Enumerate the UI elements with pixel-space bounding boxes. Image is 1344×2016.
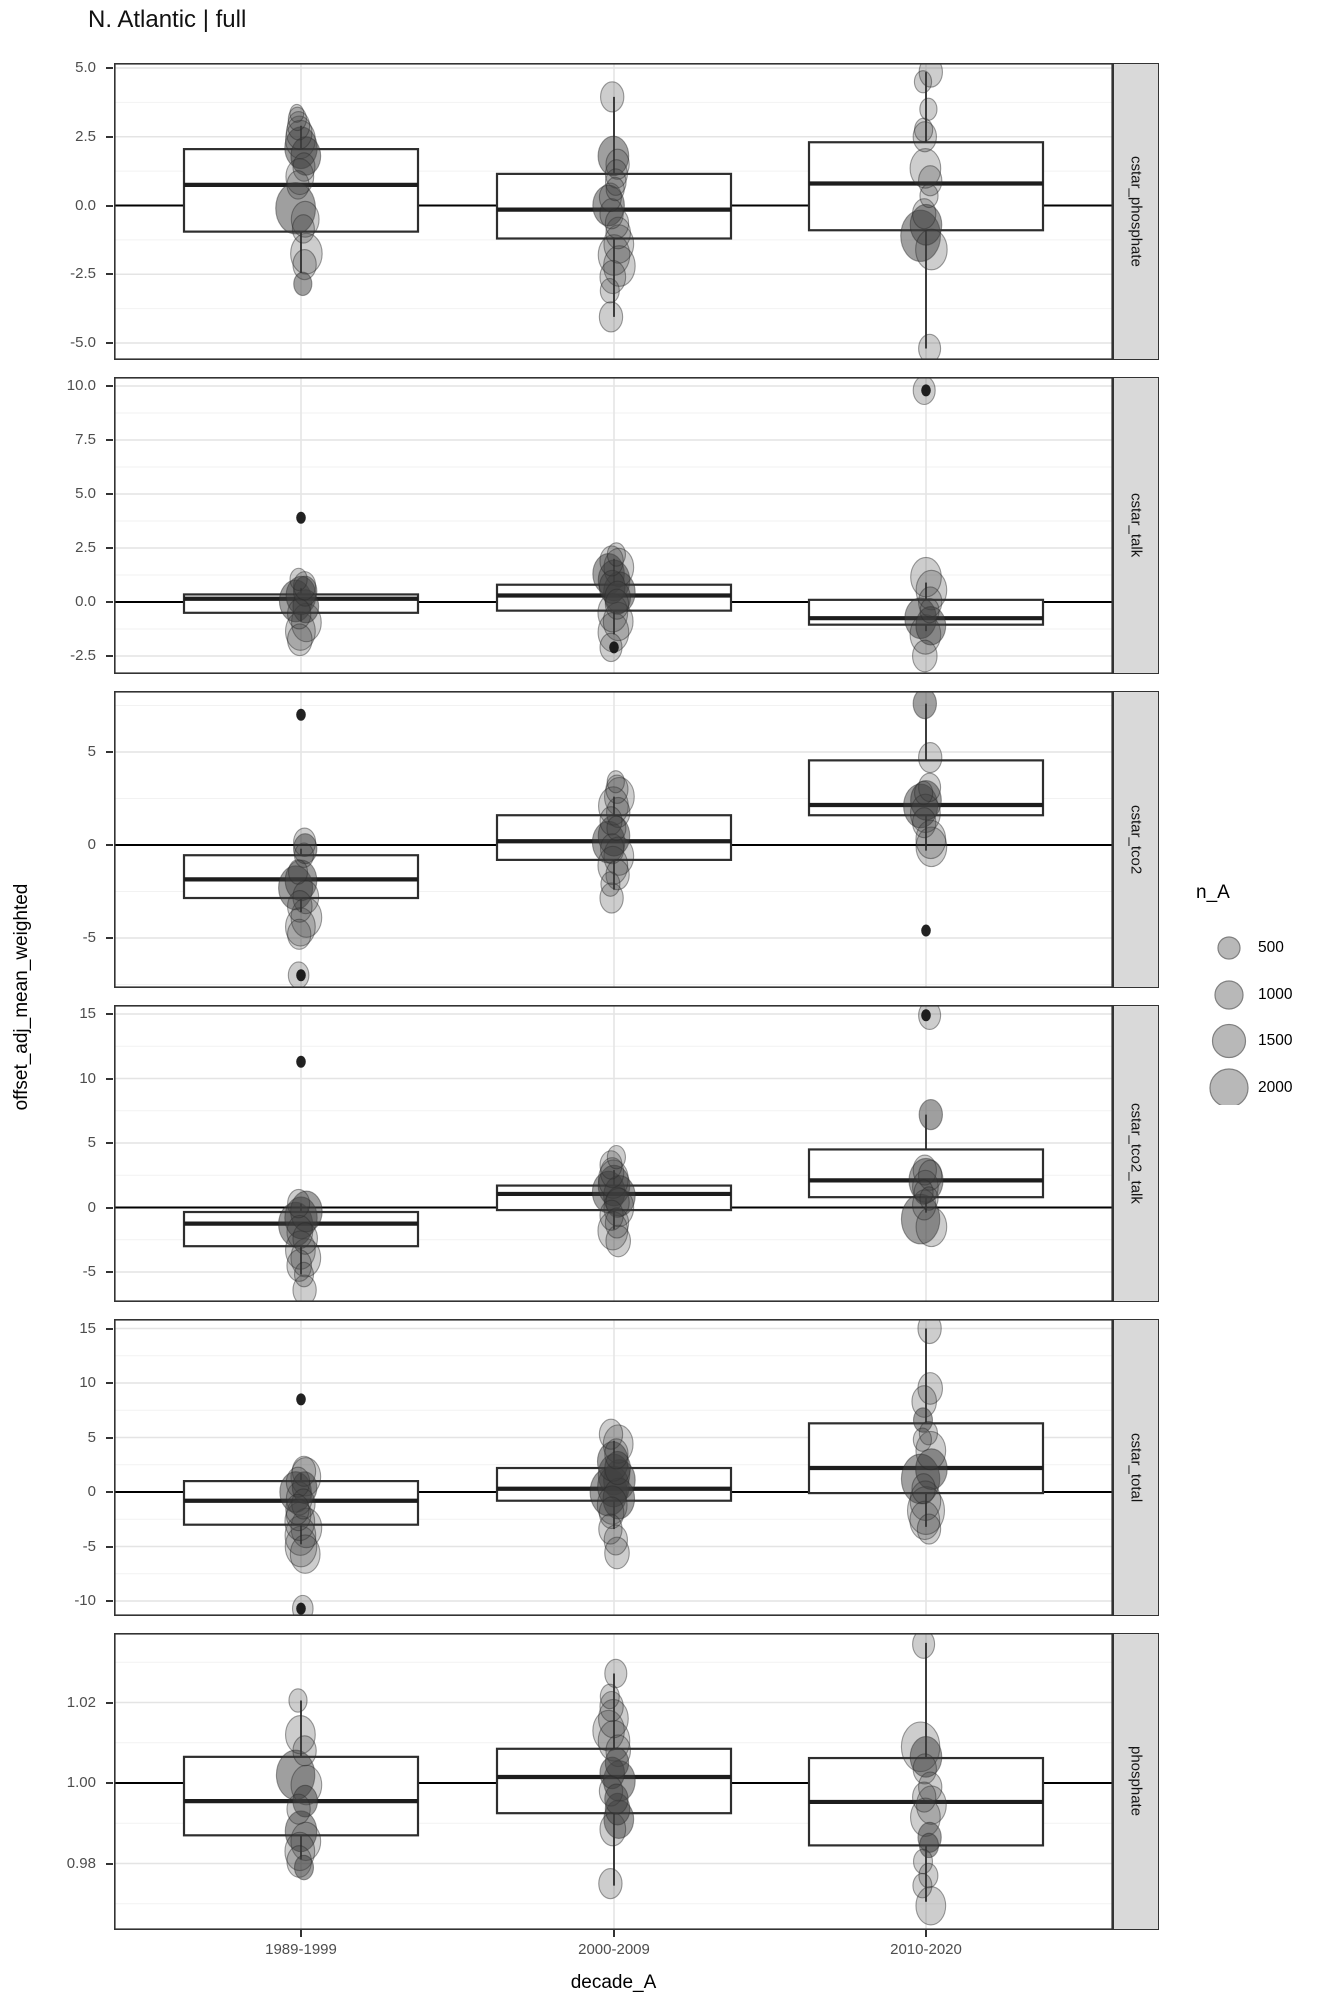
y-tick-mark [106, 1142, 113, 1144]
y-tick-mark [106, 493, 113, 495]
y-tick-label: 2.5 [75, 127, 96, 145]
y-tick-mark [106, 655, 113, 657]
y-tick-mark [106, 751, 113, 753]
facet-strip-cstar_tco2_talk [1113, 1005, 1159, 1302]
y-tick-mark [106, 1600, 113, 1602]
facet-strip-cstar_phosphate [1113, 63, 1159, 360]
y-tick-mark [106, 1271, 113, 1273]
y-tick-label: 0.0 [75, 196, 96, 214]
facet-strip-cstar_talk [1113, 377, 1159, 674]
y-tick-label: 0.98 [66, 1854, 96, 1872]
y-tick-mark [106, 67, 113, 69]
x-tick-label: 1989-1999 [265, 1941, 337, 1958]
facet-strip-label: cstar_talk [1127, 493, 1145, 558]
x-tick-mark [613, 1930, 615, 1937]
facet-panel-cstar_total [114, 1319, 1113, 1616]
facet-panel-cstar_phosphate [114, 63, 1113, 360]
y-tick-label: 15 [79, 1005, 96, 1022]
y-tick-label: 15 [79, 1319, 96, 1337]
y-tick-label: 5.0 [75, 59, 96, 76]
y-tick-mark [106, 1702, 113, 1704]
y-tick-mark [106, 342, 113, 344]
legend-entry-label: 1000 [1258, 986, 1293, 1003]
y-tick-mark [106, 1013, 113, 1015]
y-tick-label: 0.0 [75, 593, 96, 610]
y-tick-mark [106, 439, 113, 441]
x-tick-label: 2000-2009 [578, 1941, 650, 1958]
facet-strip-label: cstar_total [1127, 1432, 1145, 1503]
y-tick-mark [106, 273, 113, 275]
y-tick-mark [106, 1078, 113, 1080]
facet-strip-label: cstar_tco2_talk [1127, 1103, 1145, 1204]
y-tick-mark [106, 1863, 113, 1865]
y-tick-label: -5 [82, 1537, 96, 1555]
y-tick-label: 10 [79, 1374, 96, 1391]
y-tick-label: 7.5 [75, 431, 96, 448]
y-tick-mark [106, 1328, 113, 1330]
y-tick-mark [106, 205, 113, 207]
plot-title: N. Atlantic | full [88, 6, 247, 33]
y-tick-mark [106, 136, 113, 138]
y-tick-label: -10 [74, 1592, 96, 1609]
y-tick-mark [106, 937, 113, 939]
y-tick-label: 0 [87, 836, 96, 853]
x-tick-mark [300, 1930, 302, 1937]
y-tick-mark [106, 385, 113, 387]
y-tick-label: -5 [82, 929, 96, 946]
facet-strip-cstar_total [1113, 1319, 1159, 1616]
y-tick-label: 5.0 [75, 485, 96, 502]
y-tick-mark [106, 1382, 113, 1384]
y-tick-label: 5 [87, 743, 96, 760]
facet-panel-phosphate [114, 1633, 1113, 1930]
y-tick-label: -5 [82, 1263, 96, 1280]
y-tick-mark [106, 844, 113, 846]
y-tick-mark [106, 601, 113, 603]
y-tick-label: 10 [79, 1069, 96, 1087]
x-tick-label: 2010-2020 [890, 1941, 962, 1958]
y-axis-title: offset_adj_mean_weighted [11, 883, 32, 1111]
y-tick-label: -2.5 [70, 265, 96, 283]
facet-strip-label: phosphate [1127, 1746, 1145, 1817]
legend-entry-label: 2000 [1258, 1079, 1293, 1096]
y-tick-label: -5.0 [70, 334, 96, 351]
legend-entry-label: 1500 [1258, 1032, 1293, 1049]
y-tick-mark [106, 547, 113, 549]
y-tick-mark [106, 1207, 113, 1209]
legend-title: n_A [1196, 882, 1230, 903]
x-axis-title: decade_A [570, 1972, 657, 1993]
y-tick-mark [106, 1546, 113, 1548]
y-tick-label: 5 [87, 1134, 96, 1151]
facet-strip-cstar_tco2 [1113, 691, 1159, 988]
y-tick-mark [106, 1782, 113, 1784]
facet-panel-cstar_tco2_talk [114, 1005, 1113, 1302]
y-tick-label: 1.00 [66, 1774, 96, 1791]
y-tick-label: -2.5 [70, 647, 96, 664]
legend-entry-label: 500 [1258, 939, 1284, 956]
y-tick-label: 1.02 [66, 1693, 96, 1711]
facet-strip-label: cstar_phosphate [1127, 156, 1145, 267]
y-tick-label: 2.5 [75, 539, 96, 556]
y-tick-label: 10.0 [66, 377, 96, 394]
y-tick-label: 0 [87, 1198, 96, 1216]
y-tick-mark [106, 1491, 113, 1493]
y-tick-label: 0 [87, 1483, 96, 1500]
facet-panel-cstar_tco2 [114, 691, 1113, 988]
x-tick-mark [925, 1930, 927, 1937]
facet-strip-label: cstar_tco2 [1127, 804, 1145, 875]
y-tick-label: 5 [87, 1428, 96, 1446]
y-tick-mark [106, 1437, 113, 1439]
facet-strip-phosphate [1113, 1633, 1159, 1930]
facet-panel-cstar_talk [114, 377, 1113, 674]
